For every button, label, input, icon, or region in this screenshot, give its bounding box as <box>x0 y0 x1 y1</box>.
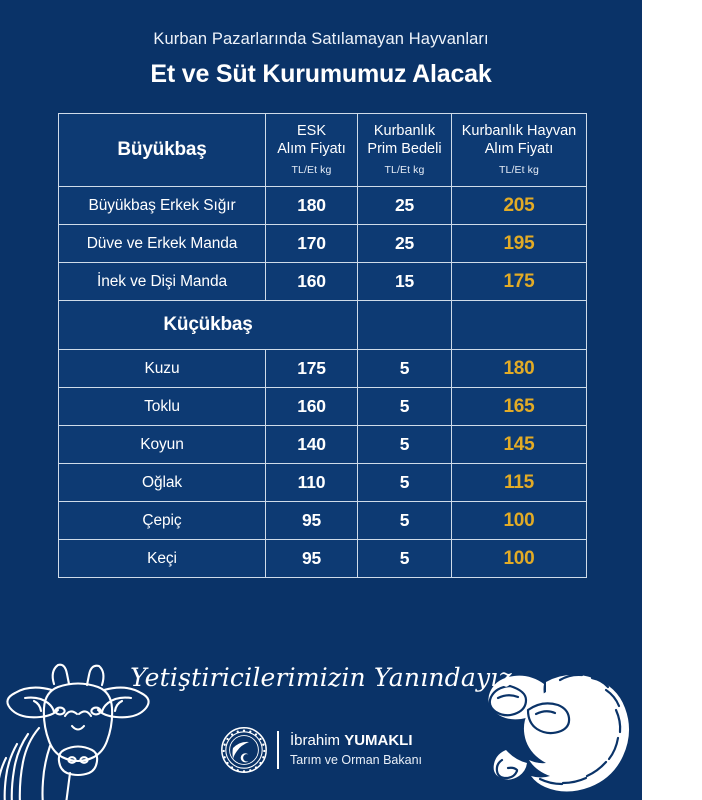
row-total: 175 <box>452 263 587 301</box>
minister-name <box>290 732 422 751</box>
row-label: Çepiç <box>59 502 266 540</box>
row-label: Düve ve Erkek Manda <box>59 225 266 263</box>
table-row <box>59 502 587 540</box>
table-row <box>59 350 587 388</box>
row-label: İnek ve Dişi Manda <box>59 263 266 301</box>
column-header-esk-unit: TL/Et kg <box>291 163 332 176</box>
price-table-body <box>59 114 587 578</box>
signature-divider <box>277 731 279 769</box>
row-esk: 140 <box>266 426 358 464</box>
row-total: 180 <box>452 350 587 388</box>
row-esk: 175 <box>266 350 358 388</box>
row-prim: 5 <box>358 426 452 464</box>
row-total: 205 <box>452 187 587 225</box>
row-esk: 170 <box>266 225 358 263</box>
row-total: 100 <box>452 540 587 578</box>
tagline: Yetiştiricilerimizin Yanındayız <box>130 663 512 692</box>
row-esk: 110 <box>266 464 358 502</box>
row-label: Koyun <box>59 426 266 464</box>
signature-block <box>0 726 642 774</box>
row-label: Keçi <box>59 540 266 578</box>
row-prim: 5 <box>358 350 452 388</box>
row-prim: 25 <box>358 187 452 225</box>
table-row <box>59 187 587 225</box>
row-total: 145 <box>452 426 587 464</box>
column-header-esk <box>266 114 358 187</box>
group-header-empty-prim <box>358 301 452 350</box>
group-header-empty-total <box>452 301 587 350</box>
table-row <box>59 263 587 301</box>
row-esk: 180 <box>266 187 358 225</box>
row-prim: 5 <box>358 540 452 578</box>
table-row <box>59 540 587 578</box>
row-total: 195 <box>452 225 587 263</box>
column-header-total-line2: Alım Fiyatı <box>484 141 554 158</box>
column-header-prim <box>358 114 452 187</box>
row-prim: 25 <box>358 225 452 263</box>
ministry-emblem-icon <box>220 726 268 774</box>
price-table <box>58 113 587 578</box>
minister-role: Tarım ve Orman Bakanı <box>290 753 422 768</box>
row-label: Büyükbaş Erkek Sığır <box>59 187 266 225</box>
minister-first-name: İbrahim <box>290 731 345 749</box>
column-header-total <box>452 114 587 187</box>
table-row <box>59 464 587 502</box>
table-row <box>59 225 587 263</box>
column-header-prim-line1: Kurbanlık <box>373 123 436 140</box>
row-prim: 15 <box>358 263 452 301</box>
table-row <box>59 388 587 426</box>
row-prim: 5 <box>358 464 452 502</box>
row-label: Oğlak <box>59 464 266 502</box>
group-header-row-kucukbas <box>59 301 587 350</box>
table-row <box>59 426 587 464</box>
column-header-total-unit: TL/Et kg <box>499 163 539 176</box>
price-table-container <box>58 113 586 578</box>
column-header-esk-line1: ESK <box>296 123 326 140</box>
column-header-prim-line2: Prim Bedeli <box>367 141 442 158</box>
row-prim: 5 <box>358 502 452 540</box>
minister-last-name: YUMAKLI <box>344 731 413 749</box>
headline-block <box>0 30 642 89</box>
row-esk: 95 <box>266 502 358 540</box>
row-total: 100 <box>452 502 587 540</box>
column-header-prim-unit: TL/Et kg <box>384 163 425 176</box>
signature-text <box>290 732 422 769</box>
row-esk: 95 <box>266 540 358 578</box>
headline-subtitle: Kurban Pazarlarında Satılamayan Hayvanları <box>153 30 489 48</box>
row-total: 165 <box>452 388 587 426</box>
row-label: Kuzu <box>59 350 266 388</box>
table-header-row <box>59 114 587 187</box>
column-header-esk-line2: Alım Fiyatı <box>277 141 346 158</box>
group-header-kucukbas: Küçükbaş <box>59 301 358 350</box>
row-prim: 5 <box>358 388 452 426</box>
row-esk: 160 <box>266 388 358 426</box>
page-title: Et ve Süt Kurumumuz Alacak <box>150 59 492 88</box>
row-total: 115 <box>452 464 587 502</box>
column-header-total-line1: Kurbanlık Hayvan <box>461 123 577 140</box>
row-esk: 160 <box>266 263 358 301</box>
group-header-buyukbas: Büyükbaş <box>59 114 266 187</box>
row-label: Toklu <box>59 388 266 426</box>
